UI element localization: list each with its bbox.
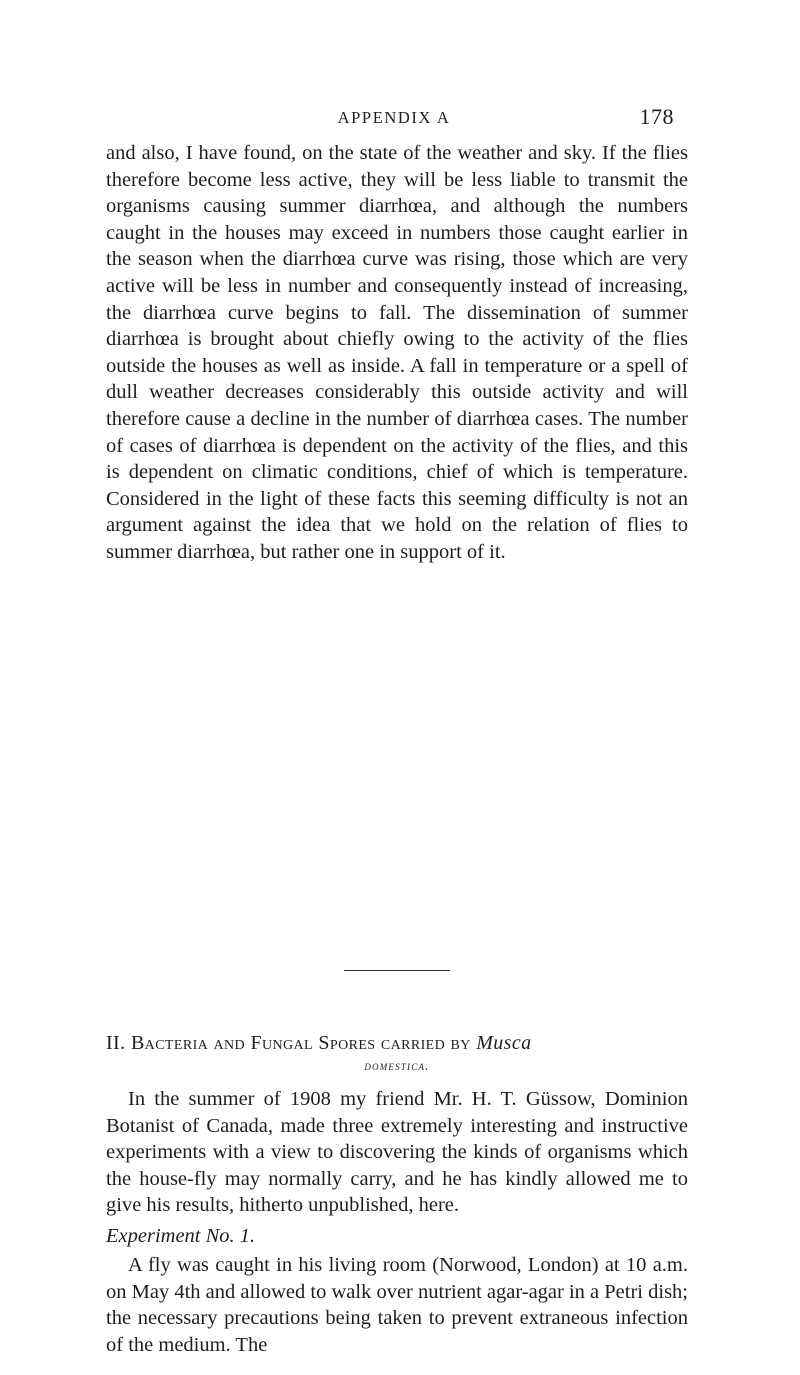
paragraph-text: A fly was caught in his living room (Norwood, London) at 10 a.m. on May 4th and allowed to walk over nutrient agar-agar in a Petri dish; the necessary precautions being taken to prevent extraneous infection of the medium. The — [106, 1254, 688, 1356]
experiment-heading: Experiment No. 1. — [106, 1225, 256, 1247]
paragraph-weather-and-flies — [106, 140, 688, 566]
paragraph-gussow-experiments — [106, 1086, 688, 1219]
section-heading — [106, 1030, 688, 1079]
paragraph-text: In the summer of 1908 my friend Mr. H. T. Güssow, Dominion Botanist of Canada, made three extremely interesting and instructive experiments with a view to discovering the kinds of organisms which the house-fly may normally carry, and he has kindly allowed me to give his results, hitherto unpublished, here. — [106, 1088, 688, 1217]
section-numeral: II. — [106, 1032, 126, 1054]
running-head — [106, 104, 682, 134]
paragraph-experiment-one — [106, 1252, 688, 1358]
paragraph-text: and also, I have found, on the state of the weather and sky. If the flies therefore become less active, they will be less liable to transmit the organisms causing summer diarrhœa, and although the numbers caught in the houses may exceed in numbers those caught earlier in the season when the diarrhœa curve was rising, those which are very active will be less in number and consequently instead of increasing, the diarrhœa curve begins to fall. The dissemination of summer diarrhœa is brought about chiefly owing to the activity of the flies outside the houses as well as inside. A fall in temperature or a spell of dull weather decreases considerably this outside activity and will therefore cause a decline in the number of diarrhœa cases. The number of cases of diarrhœa is dependent on the activity of the flies, and this is dependent on climatic conditions, chief of which is temperature. Considered in the light of these facts this seeming difficulty is not an argument against the idea that we hold on the relation of flies to summer diarrhœa, but rather one in support of it. — [106, 142, 688, 563]
running-title: APPENDIX A — [337, 108, 451, 127]
page-number: 178 — [639, 104, 674, 129]
section-latin-genus: Musca — [476, 1032, 532, 1054]
section-divider-rule — [344, 970, 450, 971]
section-latin-species: domestica. — [364, 1058, 430, 1073]
section-title: Bacteria and Fungal Spores carried by — [130, 1032, 471, 1054]
